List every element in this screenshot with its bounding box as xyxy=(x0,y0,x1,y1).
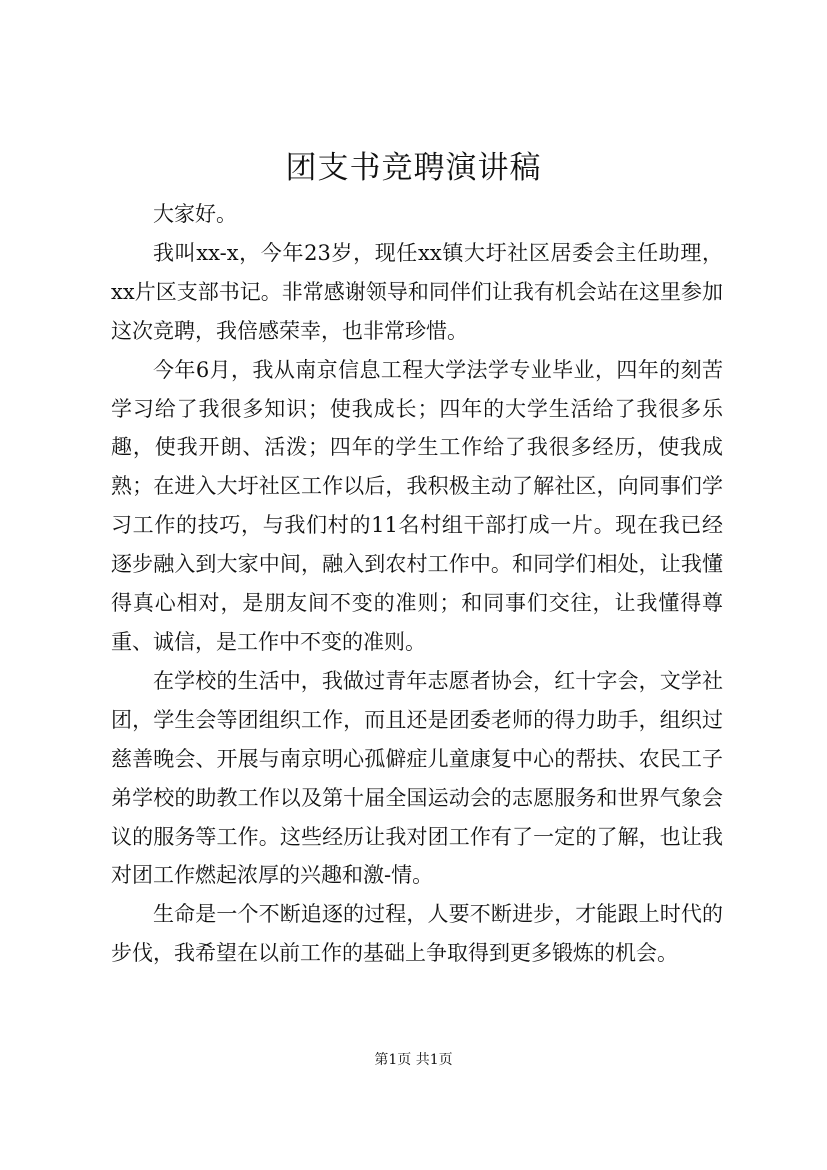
paragraph-education-experience: 今年6月，我从南京信息工程大学法学专业毕业，四年的刻苦学习给了我很多知识；使我成长；四年的大学生活给了我很多乐趣，使我开朗、活泼；四年的学生工作给了我很多经历，使我成熟；在进入大圩社区工作以后，我积极主动了解社区，向同事们学习工作的技巧，与我们村的11名村组干部打成一片。现在我已经逐步融入到大家中间，融入到农村工作中。和同学们相处，让我懂得真心相对，是朋友间不变的准则；和同事们交往，让我懂得尊重、诚信，是工作中不变的准则。 xyxy=(111,357,723,654)
paragraph-conclusion: 生命是一个不断追逐的过程，人要不断进步，才能跟上时代的步伐，我希望在以前工作的基础上争取得到更多锻炼的机会。 xyxy=(111,902,723,966)
document-title: 团支书竞聘演讲稿 xyxy=(285,150,542,186)
paragraph-introduction: 我叫xx-x，今年23岁，现任xx镇大圩社区居委会主任助理，xx片区支部书记。非常感谢领导和同伴们让我有机会站在这里参加这次竞聘，我倍感荣幸，也非常珍惜。 xyxy=(111,240,723,343)
page-number-footer: 第1页 共1页 xyxy=(374,1052,453,1068)
document-body xyxy=(111,195,723,973)
paragraph-school-activities: 在学校的生活中，我做过青年志愿者协会，红十字会，文学社团，学生会等团组织工作，而且还是团委老师的得力助手，组织过慈善晚会、开展与南京明心孤僻症儿童康复中心的帮扶、农民工子弟学校的助教工作以及第十届全国运动会的志愿服务和世界气象会议的服务等工作。这些经历让我对团工作有了一定的了解，也让我对团工作燃起浓厚的兴趣和激-情。 xyxy=(111,668,723,888)
paragraph-greeting: 大家好。 xyxy=(153,202,237,226)
